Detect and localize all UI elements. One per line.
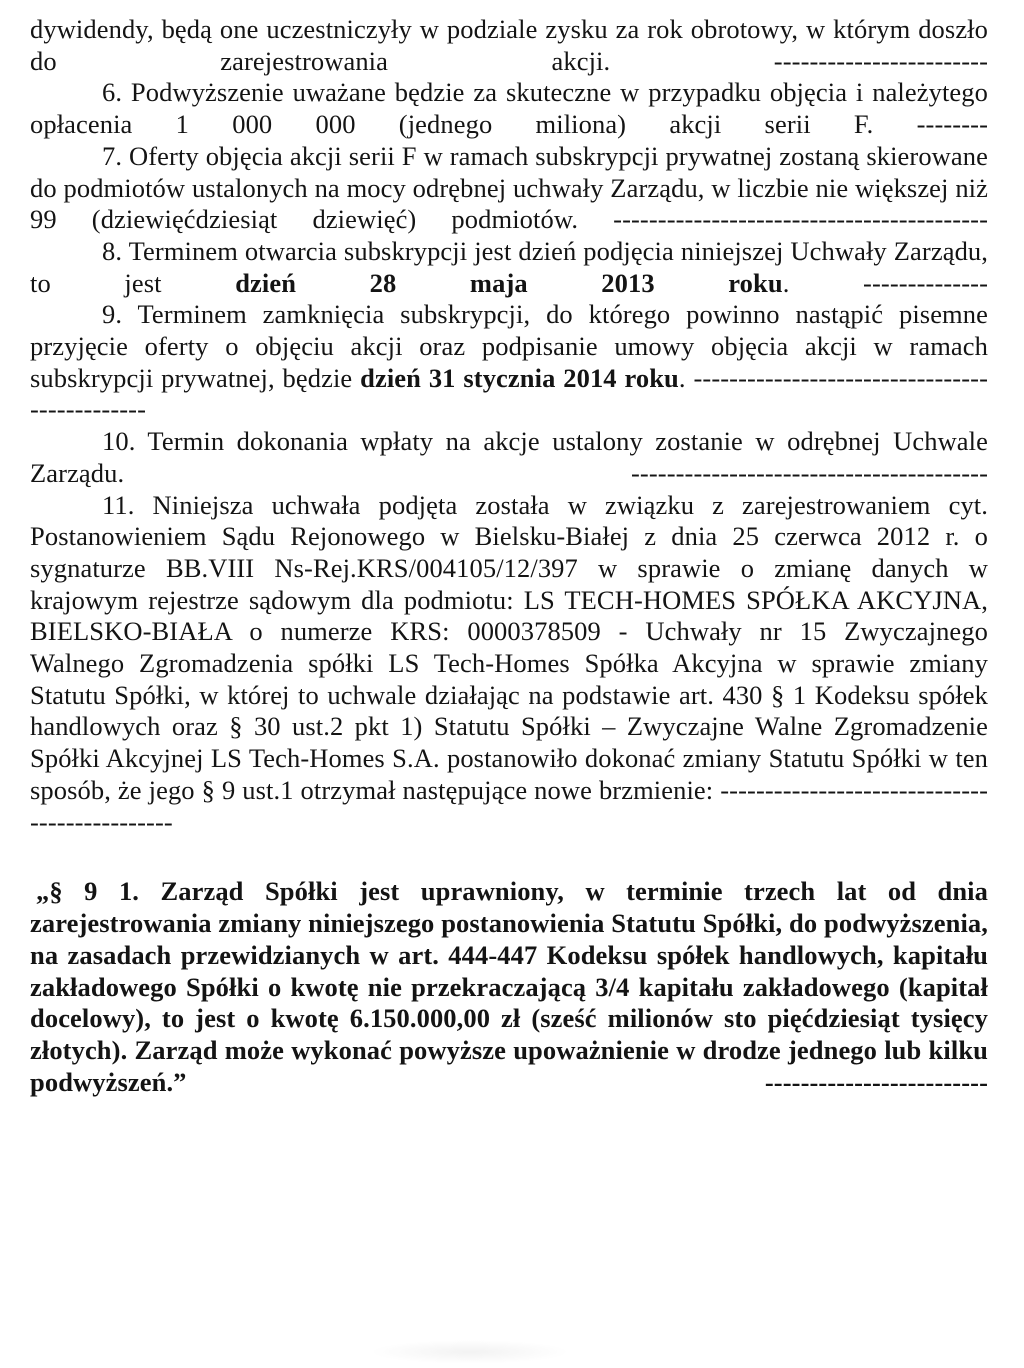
dash-filler: -------- — [916, 109, 988, 140]
paragraph-continuation — [30, 14, 988, 77]
dash-filler: ---------------------------------------- — [631, 457, 988, 488]
statute-quote — [30, 876, 988, 1099]
paragraph-8 — [30, 236, 988, 299]
scan-smudge — [370, 1340, 570, 1364]
dash-filler: -------------- — [863, 267, 988, 298]
paragraph-11 — [30, 490, 988, 839]
paragraph-text: 8. Terminem otwarcia subskrypcji jest dzień podjęcia niniejszej Uchwały Zarządu, to jest — [30, 235, 988, 298]
dash-filler: ------------------------------------------ — [613, 204, 988, 235]
paragraph-text: dywidendy, będą one uczestniczyły w podziale zysku za rok obrotowy, w którym doszło do zarejestrowania akcji. — [30, 14, 988, 76]
paragraph-text: 9. Terminem zamknięcia subskrypcji, do którego powinno nastąpić pisemne przyjęcie oferty o objęciu akcji oraz podpisanie umowy objęcia akcji w ramach subskrypcji prywatnej, będzie — [30, 299, 988, 393]
paragraph-6 — [30, 77, 988, 140]
paragraph-text: . — [678, 362, 686, 393]
document-page — [30, 14, 988, 1099]
subscription-close-date: dzień 31 stycznia 2014 roku — [360, 362, 679, 393]
dash-filler: ---------------------------------------------- — [30, 362, 988, 425]
quote-text: „§ 9 1. Zarząd Spółki jest uprawniony, w terminie trzech lat od dnia zarejestrowania zmiany niniejszego postanowienia Statutu Spółki, do podwyższenia, na zasadach przewidzianych w art. 444-447 Kodeksu spółek handlowych, kapitału zakładowego Spółki o kwotę nie przekraczającą 3/4 kapitału zakładowego (kapitał docelowy), to jest o kwotę 6.150.000,00 zł (sześć milionów sto pięćdziesiąt tysięcy złotych). Zarząd może wykonać powyższe upoważnienie w drodze jednego lub kilku podwyższeń.” — [30, 876, 988, 1098]
dash-filler: ---------------------------------------------- — [30, 774, 988, 837]
paragraph-text: 7. Oferty objęcia akcji serii F w ramach subskrypcji prywatnej zostaną skierowane do podmiotów ustalonych na mocy odrębnej uchwały Zarządu, w liczbie nie większej niż 99 (dziewięćdziesiąt dziewięć) podmiotów. — [30, 140, 988, 235]
paragraph-9 — [30, 299, 988, 426]
paragraph-10 — [30, 426, 988, 489]
paragraph-text: 11. Niniejsza uchwała podjęta została w związku z zarejestrowaniem cyt. Postanowieniem Sądu Rejonowego w Bielsku-Białej z dnia 25 czerwca 2012 r. o sygnaturze BB.VIII Ns-Rej.KRS/004105/12/397 w sprawie o zmianę danych w krajowym rejestrze sądowym dla podmiotu: LS TECH-HOMES SPÓŁKA AKCYJNA, BIELSKO-BIAŁA o numerze KRS: 0000378509 - Uchwały nr 15 Zwyczajnego Walnego Zgromadzenia spółki LS Tech-Homes Spółka Akcyjna w sprawie zmiany Statutu Spółki, w której to uchwale działając na podstawie art. 430 § 1 Kodeksu spółek handlowych oraz § 30 ust.2 pkt 1) Statutu Spółki – Zwyczajne Walne Zgromadzenie Spółki Akcyjnej LS Tech-Homes S.A. postanowiło dokonać zmiany Statutu Spółki w ten sposób, że jego § 9 ust.1 otrzymał następujące nowe brzmienie: — [30, 489, 988, 805]
paragraph-text: 10. Termin dokonania wpłaty na akcje ustalony zostanie w odrębnej Uchwale Zarządu. — [30, 426, 988, 488]
subscription-open-date: dzień 28 maja 2013 roku — [235, 267, 783, 298]
dash-filler: ------------------------ — [773, 45, 988, 76]
paragraph-text: . — [782, 267, 790, 298]
paragraph-text: 6. Podwyższenie uważane będzie za skuteczne w przypadku objęcia i należytego opłacenia 1 000 000 (jednego miliona) akcji serii F. — [30, 77, 988, 140]
paragraph-7 — [30, 141, 988, 236]
dash-filler: ------------------------- — [764, 1067, 988, 1098]
